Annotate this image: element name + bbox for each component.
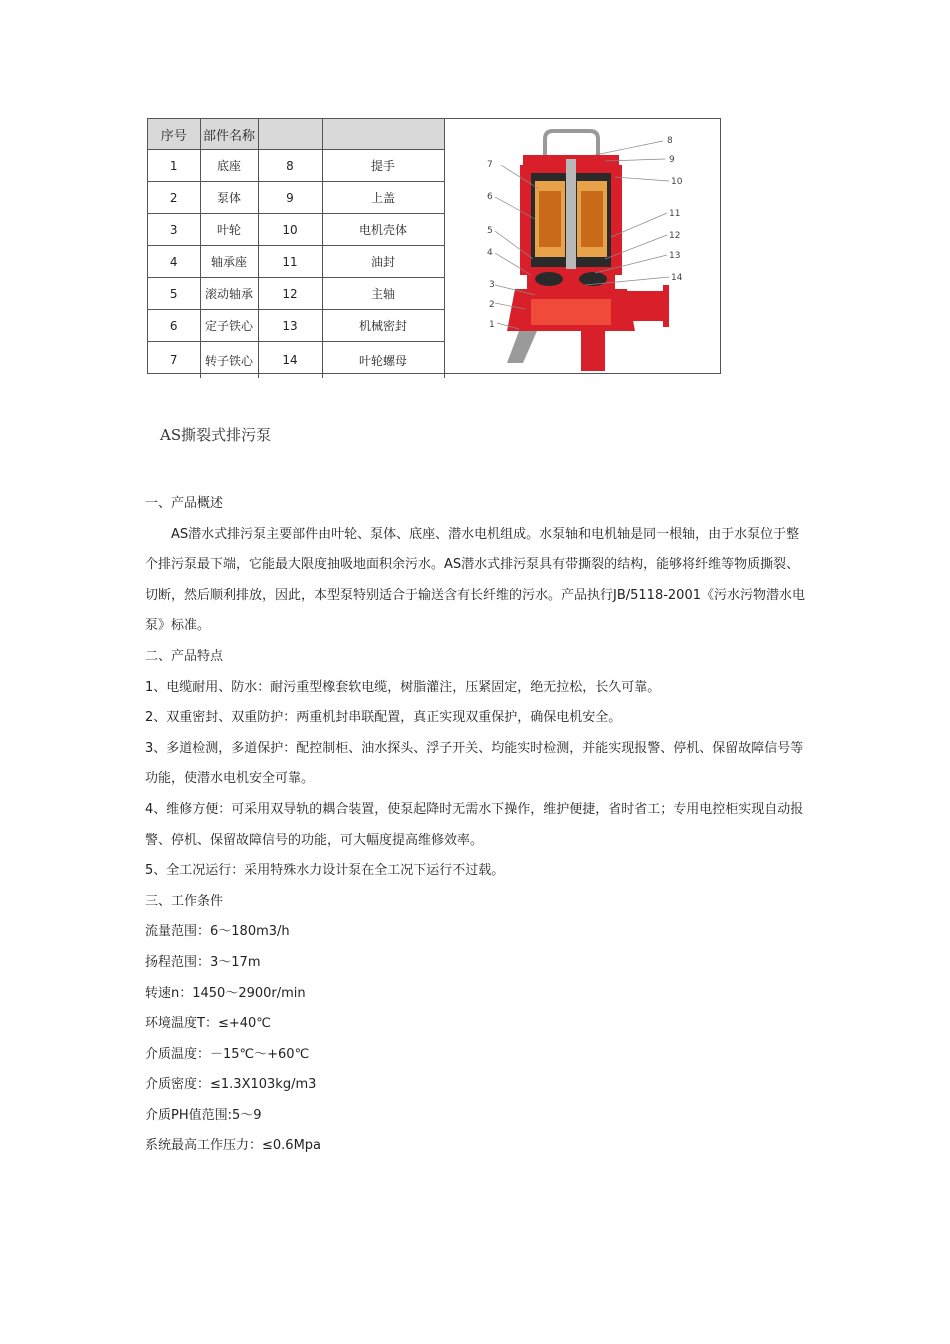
table-cell: 10 — [258, 214, 322, 246]
feature-item: 1、电缆耐用、防水：耐污重型橡套软电缆，树脂灌注，压紧固定，绝无拉松，长久可靠。 — [145, 679, 661, 695]
table-cell: 11 — [258, 246, 322, 278]
part-number-label: 2 — [488, 300, 495, 310]
condition-item: 介质密度：≤1.3X103kg/m3 — [145, 1077, 317, 1093]
feature-item: 4、维修方便：可采用双导轨的耦合装置，使泵起降时无需水下操作，维护便捷，省时省工；专用电控柜实现自动报警、停机、保留故障信号的功能，可大幅度提高维修效率。 — [145, 801, 804, 848]
table-cell: 2 — [148, 182, 200, 214]
table-row — [148, 310, 444, 342]
doc-body — [145, 489, 809, 1162]
table-row — [148, 214, 444, 246]
pump-diagram — [445, 119, 721, 373]
table-cell: 提手 — [322, 150, 444, 182]
table-cell: 1 — [148, 150, 200, 182]
table-cell: 底座 — [200, 150, 258, 182]
base-pipe-shape — [581, 331, 605, 371]
handle-shape — [545, 131, 598, 157]
parts-figure — [147, 118, 721, 374]
feature-item: 2、双重密封、双重防护：两重机封串联配置，真正实现双重保护，确保电机安全。 — [145, 710, 622, 726]
table-cell: 滚动轴承 — [200, 278, 258, 310]
condition-item: 流量范围：6～180m3/h — [145, 924, 290, 940]
part-number-label: 4 — [486, 248, 493, 258]
part-number-label: 3 — [488, 280, 495, 290]
part-number-label: 8 — [666, 136, 673, 146]
part-number-label: 11 — [668, 209, 680, 219]
feature-item: 3、多道检测，多道保护：配控制柜、油水探头、浮子开关、均能实时检测，并能实现报警、停机、保留故障信号等功能，使潜水电机安全可靠。 — [145, 740, 804, 787]
pump-cross-section-image — [445, 119, 721, 373]
table-cell: 机械密封 — [322, 310, 444, 342]
table-cell: 叶轮螺母 — [322, 342, 444, 379]
part-number-label: 13 — [668, 251, 680, 261]
seal-left-shape — [535, 272, 563, 286]
doc-title: AS撕裂式排污泵 — [160, 426, 272, 444]
table-cell: 8 — [258, 150, 322, 182]
table-row — [148, 246, 444, 278]
outlet-flange-shape — [663, 285, 669, 327]
table-cell: 12 — [258, 278, 322, 310]
table-cell: 转子铁心 — [200, 342, 258, 379]
part-number-label: 14 — [670, 273, 682, 283]
table-cell: 主轴 — [322, 278, 444, 310]
condition-item: 环境温度T：≤+40℃ — [145, 1016, 271, 1032]
part-number-label: 1 — [488, 320, 495, 330]
table-cell: 轴承座 — [200, 246, 258, 278]
condition-item: 系统最高工作压力：≤0.6Mpa — [145, 1138, 322, 1154]
parts-table — [148, 119, 445, 378]
table-cell: 叶轮 — [200, 214, 258, 246]
part-number-label: 12 — [668, 231, 680, 241]
table-cell: 上盖 — [322, 182, 444, 214]
table-cell: 7 — [148, 342, 200, 379]
overview-paragraph: AS潜水式排污泵主要部件由叶轮、泵体、底座、潜水电机组成。水泵轴和电机轴是同一根轴，由于水泵位于整个排污泵最下端，它能最大限度抽吸地面积余污水。AS潜水式排污泵具有带撕裂的结构，能够将纤维等物质撕裂、切断，然后顺利排放，因此，本型泵特别适合于输送含有长纤维的污水。产品执行JB/5118-2001《污水污物潜水电泵》标准。 — [145, 526, 805, 634]
table-cell: 6 — [148, 310, 200, 342]
table-cell: 定子铁心 — [200, 310, 258, 342]
condition-item: 介质PH值范围:5～9 — [145, 1107, 262, 1123]
rotor-right-shape — [581, 191, 603, 247]
table-cell: 3 — [148, 214, 200, 246]
section-heading: 一、产品概述 — [145, 496, 224, 511]
part-number-label: 7 — [486, 160, 493, 170]
table-cell: 9 — [258, 182, 322, 214]
table-cell: 泵体 — [200, 182, 258, 214]
table-cell: 油封 — [322, 246, 444, 278]
part-number-label: 9 — [668, 155, 675, 165]
base-left-shape — [507, 331, 537, 363]
condition-item: 转速n：1450～2900r/min — [145, 985, 306, 1001]
table-header-cell: 部件名称 — [200, 119, 258, 150]
table-row — [148, 278, 444, 310]
table-cell: 4 — [148, 246, 200, 278]
outlet-shape — [627, 291, 667, 321]
section-heading: 二、产品特点 — [145, 648, 224, 664]
table-cell: 5 — [148, 278, 200, 310]
table-cell: 14 — [258, 342, 322, 379]
table-header-cell — [322, 119, 444, 150]
table-row — [148, 342, 444, 379]
table-cell: 电机壳体 — [322, 214, 444, 246]
section-heading: 三、工作条件 — [145, 893, 224, 909]
table-row — [148, 150, 444, 182]
table-header-row — [148, 119, 444, 150]
rotor-left-shape — [539, 191, 561, 247]
condition-item: 介质温度：－15℃～+60℃ — [145, 1046, 310, 1062]
feature-item: 5、全工况运行：采用特殊水力设计泵在全工况下运行不过载。 — [145, 863, 505, 879]
table-row — [148, 182, 444, 214]
part-number-label: 10 — [670, 177, 682, 187]
part-number-label: 6 — [486, 192, 493, 202]
condition-item: 扬程范围：3～17m — [145, 954, 261, 970]
impeller-shape — [531, 299, 611, 325]
table-header-cell — [258, 119, 322, 150]
part-number-label: 5 — [486, 226, 493, 236]
table-header-cell: 序号 — [148, 119, 200, 150]
table-cell: 13 — [258, 310, 322, 342]
